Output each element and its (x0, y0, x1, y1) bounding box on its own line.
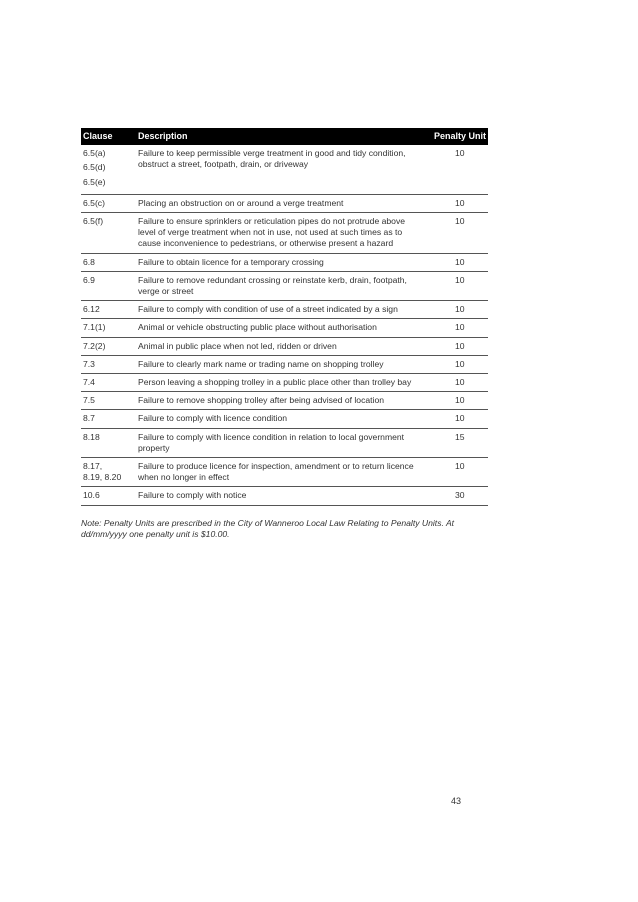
row-description: Failure to remove redundant crossing or reinstate kerb, drain, footpath, verge or street (137, 271, 424, 300)
row-clause (81, 213, 137, 254)
row-clause (81, 301, 137, 319)
table-row (81, 271, 488, 300)
page-number: 43 (451, 796, 462, 806)
clause-line: 10.6 (83, 490, 100, 501)
table-row (81, 458, 488, 487)
row-description: Animal or vehicle obstructing public place without authorisation (137, 319, 424, 337)
table-row (81, 213, 488, 254)
clause-line: 7.2(2) (83, 340, 106, 351)
clause-line: 7.5 (83, 395, 95, 406)
row-description: Failure to comply with condition of use of a street indicated by a sign (137, 301, 424, 319)
row-clause (81, 428, 137, 457)
row-penalty-unit: 10 (424, 213, 488, 254)
clause-line: 8.19, 8.20 (83, 472, 122, 483)
row-penalty-unit: 10 (424, 392, 488, 410)
row-penalty-unit: 10 (424, 337, 488, 355)
table-row (81, 392, 488, 410)
clause-line: 6.5(c) (83, 197, 105, 208)
clause-line: 6.9 (83, 274, 95, 285)
table-row (81, 337, 488, 355)
clause-line: 8.17, (83, 461, 103, 472)
row-description: Animal in public place when not led, ridden or driven (137, 337, 424, 355)
row-description: Failure to remove shopping trolley after being advised of location (137, 392, 424, 410)
clause-line: 6.5(a) (83, 148, 106, 159)
clause-line: 6.12 (83, 304, 100, 315)
row-clause (81, 487, 137, 505)
row-penalty-unit: 10 (424, 458, 488, 487)
row-description: Failure to comply with licence condition (137, 410, 424, 428)
table-row (81, 194, 488, 212)
row-clause (81, 194, 137, 212)
table-row (81, 253, 488, 271)
row-description: Failure to produce licence for inspection, amendment or to return licence when no longer in effect (137, 458, 424, 487)
table-row (81, 487, 488, 505)
row-penalty-unit: 10 (424, 410, 488, 428)
row-clause (81, 374, 137, 392)
table-row (81, 374, 488, 392)
table-header (81, 128, 488, 145)
row-clause (81, 337, 137, 355)
row-description: Placing an obstruction on or around a verge treatment (137, 194, 424, 212)
clause-line: 8.18 (83, 431, 100, 442)
row-penalty-unit: 10 (424, 374, 488, 392)
row-clause (81, 410, 137, 428)
table-body (81, 145, 488, 505)
row-description: Failure to comply with notice (137, 487, 424, 505)
row-description: Person leaving a shopping trolley in a public place other than trolley bay (137, 374, 424, 392)
table-row (81, 301, 488, 319)
table-row (81, 410, 488, 428)
row-penalty-unit: 10 (424, 145, 488, 194)
clause-line: 6.5(d) (83, 162, 106, 173)
row-clause (81, 271, 137, 300)
row-clause (81, 392, 137, 410)
row-description: Failure to clearly mark name or trading name on shopping trolley (137, 355, 424, 373)
clause-line: 6.5(f) (83, 216, 104, 227)
row-penalty-unit: 10 (424, 271, 488, 300)
table-header-row (81, 128, 488, 145)
clause-line: 8.7 (83, 413, 95, 424)
clause-line: 7.4 (83, 377, 95, 388)
clause-line: 6.5(e) (83, 176, 106, 187)
penalty-note: Note: Penalty Units are prescribed in the City of Wanneroo Local Law Relating to Penalty Units. At dd/mm/yyyy one penalty unit is $10.00. (81, 517, 455, 539)
clause-line: 6.8 (83, 256, 95, 267)
row-clause (81, 355, 137, 373)
table-row (81, 145, 488, 194)
row-clause (81, 253, 137, 271)
row-penalty-unit: 30 (424, 487, 488, 505)
table-row (81, 319, 488, 337)
clause-line: 7.3 (83, 358, 95, 369)
row-description: Failure to keep permissible verge treatment in good and tidy condition, obstruct a street, footpath, drain, or driveway (137, 145, 424, 194)
penalty-table (81, 128, 488, 506)
row-penalty-unit: 10 (424, 355, 488, 373)
row-clause (81, 458, 137, 487)
row-clause (81, 319, 137, 337)
header-clause: Clause (81, 128, 137, 145)
row-penalty-unit: 10 (424, 194, 488, 212)
header-description: Description (137, 128, 424, 145)
row-description: Failure to comply with licence condition in relation to local government property (137, 428, 424, 457)
header-penalty-unit: Penalty Unit (424, 128, 488, 145)
table-row (81, 428, 488, 457)
table-row (81, 355, 488, 373)
row-description: Failure to ensure sprinklers or reticulation pipes do not protrude above level of verge treatment when not in use, not used at such times as to cause inconvenience to pedestrians, or otherwise present a hazard (137, 213, 424, 254)
clause-line: 7.1(1) (83, 322, 106, 333)
row-description: Failure to obtain licence for a temporary crossing (137, 253, 424, 271)
row-penalty-unit: 10 (424, 301, 488, 319)
row-penalty-unit: 15 (424, 428, 488, 457)
page-content (81, 128, 488, 548)
row-penalty-unit: 10 (424, 319, 488, 337)
row-penalty-unit: 10 (424, 253, 488, 271)
row-clause (81, 145, 137, 194)
